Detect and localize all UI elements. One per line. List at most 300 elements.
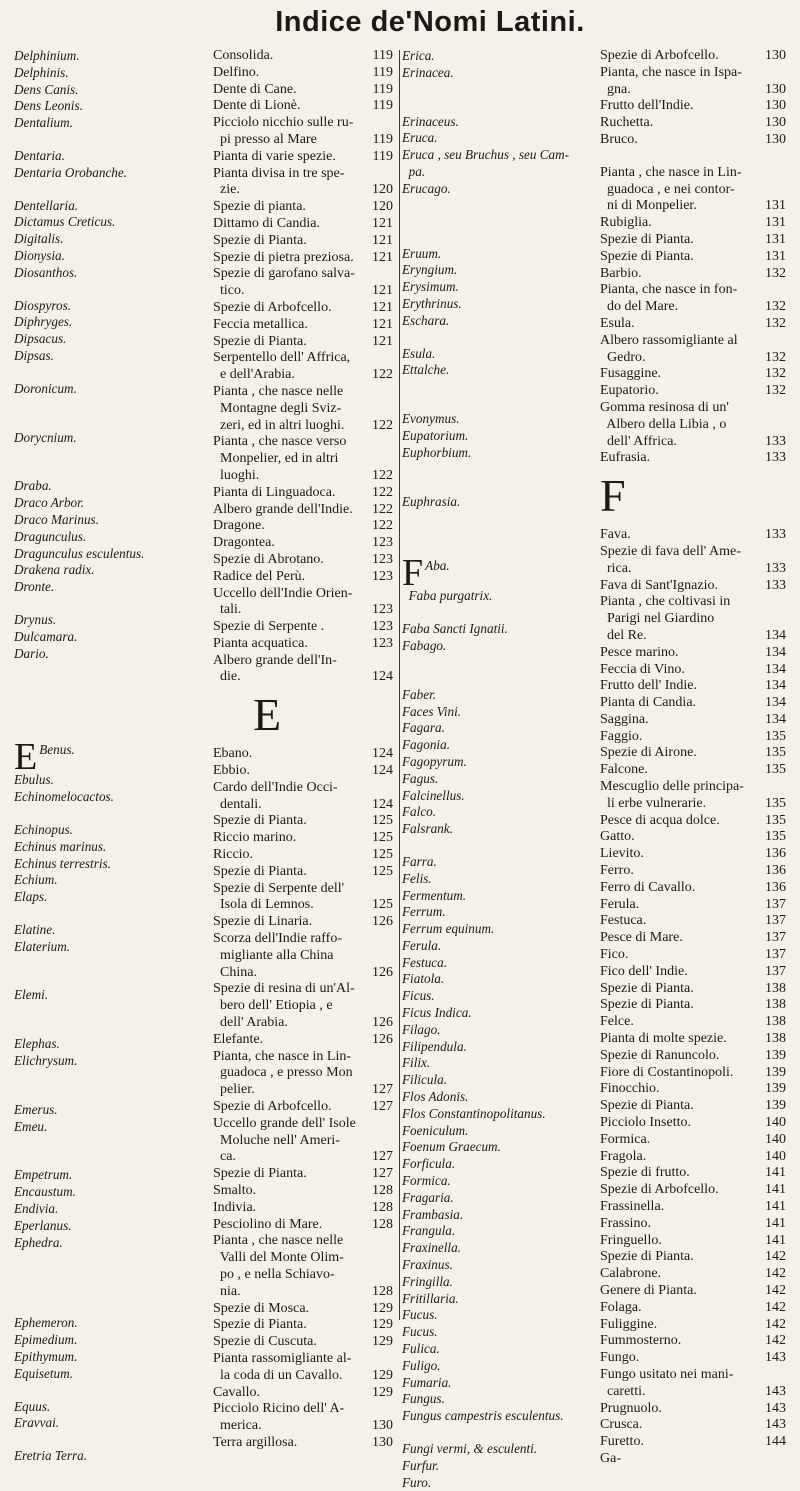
entry-text: Echinomelocactos.	[14, 789, 114, 805]
index-entry	[14, 48, 214, 65]
index-entry	[600, 1115, 788, 1132]
blank-line	[402, 379, 587, 395]
entry-text: Saggina.	[600, 711, 649, 727]
index-entry	[213, 98, 393, 115]
page-number: 125	[372, 863, 393, 879]
entry-text: Falcone.	[600, 762, 648, 778]
index-entry	[213, 1233, 393, 1250]
entry-text: Draco Marinus.	[14, 511, 99, 527]
blank-line	[14, 955, 214, 971]
index-entry	[213, 233, 393, 250]
entry-text: zeri, ed in altri luoghi.	[213, 417, 345, 433]
entry-text: Drynus.	[14, 611, 57, 627]
index-entry	[402, 164, 587, 181]
index-entry	[213, 1099, 393, 1116]
page-number: 136	[765, 846, 786, 862]
blank-line	[14, 971, 214, 987]
index-entry	[600, 1031, 788, 1048]
entry-text: Esula.	[600, 315, 635, 331]
index-entry	[600, 1233, 788, 1250]
index-entry	[213, 216, 393, 233]
page-number: 142	[765, 1299, 786, 1315]
index-entry	[14, 512, 214, 529]
entry-text: Dentellaria.	[14, 197, 79, 213]
index-entry	[600, 897, 788, 914]
entry-text: pa.	[402, 163, 426, 179]
index-entry	[213, 485, 393, 502]
entry-text: Spezie di pietra preziosa.	[213, 249, 354, 265]
index-entry	[14, 1399, 214, 1416]
entry-text: Elichrysum.	[14, 1053, 78, 1069]
entry-text: Pesce di acqua dolce.	[600, 812, 720, 828]
page-number: 126	[372, 1031, 393, 1047]
entry-text: Feccia di Vino.	[600, 661, 685, 677]
index-entry	[213, 1166, 393, 1183]
entry-text: Ficus Indica.	[402, 1005, 472, 1021]
index-entry	[213, 1217, 393, 1234]
page-number: 127	[372, 1099, 393, 1115]
index-entry	[14, 82, 214, 99]
entry-text: Picciolo Ricino dell' A-	[213, 1401, 345, 1417]
index-entry	[213, 1418, 393, 1435]
index-entry	[402, 1106, 587, 1123]
page-number: 122	[372, 518, 393, 534]
page-number: 130	[765, 98, 786, 114]
page-number: 137	[765, 913, 786, 929]
index-entry	[600, 1401, 788, 1418]
entry-text: Delfino.	[213, 64, 260, 80]
index-entry	[14, 546, 214, 563]
blank-line	[402, 526, 587, 542]
index-entry	[14, 298, 214, 315]
page-number: 119	[372, 81, 393, 97]
index-entry	[402, 246, 587, 263]
entry-text: Spezie di Pianta.	[213, 863, 307, 879]
index-entry	[402, 313, 587, 330]
entry-text: Pianta , che coltivasi in	[600, 594, 731, 610]
index-entry	[402, 1475, 587, 1491]
index-entry	[600, 165, 788, 182]
index-entry	[14, 1349, 214, 1366]
index-entry	[213, 166, 393, 183]
entry-text: Digitalis.	[14, 231, 64, 247]
entry-text: Dorycnium.	[14, 429, 77, 445]
page-number: 133	[765, 577, 786, 593]
entry-text: Isola di Lemnos.	[213, 897, 314, 913]
index-entry	[600, 333, 788, 350]
index-entry	[600, 813, 788, 830]
entry-text: Dictamus Creticus.	[14, 214, 116, 230]
entry-text: Bruco.	[600, 131, 638, 147]
page-number: 119	[372, 98, 393, 114]
page-number: 137	[765, 963, 786, 979]
index-entry	[600, 544, 788, 561]
index-entry	[600, 1065, 788, 1082]
entry-text: li erbe vulnerarie.	[600, 795, 707, 811]
index-entry	[600, 198, 788, 215]
page-number: 143	[765, 1400, 786, 1416]
index-entry	[600, 1165, 788, 1182]
entry-text: Fabago.	[402, 637, 447, 653]
page-number: 128	[372, 1199, 393, 1215]
entry-text: Radice del Perù.	[213, 568, 306, 584]
entry-text: Evonymus.	[402, 411, 460, 427]
entry-text: Pianta, che nasce in Lin-	[213, 1048, 352, 1064]
index-entry	[600, 1283, 788, 1300]
entry-text: Spezie di Arbofcello.	[600, 1182, 719, 1198]
entry-text: Erucago.	[402, 180, 451, 196]
index-entry	[213, 132, 393, 149]
index-entry	[600, 561, 788, 578]
entry-text: Fumaria.	[402, 1374, 452, 1390]
page-number: 119	[372, 48, 393, 63]
entry-text: Pianta di Linguadoca.	[213, 484, 336, 500]
index-entry	[14, 872, 214, 889]
entry-text: Spezie di Linaria.	[213, 914, 313, 930]
page-number: 124	[372, 669, 393, 685]
entry-text: Uccello grande dell' Isole	[213, 1115, 356, 1131]
index-entry	[213, 1385, 393, 1402]
index-entry	[600, 712, 788, 729]
index-entry	[402, 558, 587, 588]
index-entry	[600, 450, 788, 467]
index-entry	[213, 763, 393, 780]
page-number: 129	[372, 1367, 393, 1383]
index-entry	[402, 262, 587, 279]
entry-text: Diospyros.	[14, 297, 72, 313]
page-number: 123	[372, 535, 393, 551]
entry-text: Emerus.	[14, 1101, 58, 1117]
entry-text: Forficula.	[402, 1156, 456, 1172]
blank-line	[14, 1070, 214, 1086]
page-number: 124	[372, 746, 393, 762]
entry-text: Ficus.	[402, 988, 435, 1004]
index-entry	[402, 428, 587, 445]
blank-line	[14, 710, 214, 726]
entry-text: Elaterium.	[14, 938, 71, 954]
index-entry	[14, 1332, 214, 1349]
index-entry	[213, 998, 393, 1015]
index-entry	[402, 804, 587, 821]
index-entry	[600, 1132, 788, 1149]
index-entry	[213, 981, 393, 998]
index-entry	[600, 1014, 788, 1031]
entry-text: Ebbio.	[213, 763, 250, 779]
index-entry	[14, 65, 214, 82]
entry-text: Fagus.	[402, 770, 439, 786]
column-divider	[399, 50, 400, 1320]
index-entry	[213, 797, 393, 814]
index-entry	[213, 1267, 393, 1284]
page-number: 132	[765, 349, 786, 365]
entry-text: Albero rassomigliante al	[600, 332, 738, 348]
entry-text: Pianta , che nasce nelle	[213, 1233, 344, 1249]
entry-text: Spezie di Pianta.	[213, 232, 307, 248]
page-number: 144	[765, 1434, 786, 1450]
blank-line	[14, 1251, 214, 1267]
entry-text: Draco Arbor.	[14, 495, 85, 511]
entry-text: Fritillaria.	[402, 1290, 459, 1306]
drop-cap: F	[402, 558, 424, 589]
index-entry	[14, 231, 214, 248]
page-number: 142	[765, 1316, 786, 1332]
page-number: 138	[765, 1031, 786, 1047]
index-entry	[600, 628, 788, 645]
page-number: 138	[765, 997, 786, 1013]
index-entry	[213, 881, 393, 898]
page-number: 141	[765, 1215, 786, 1231]
entry-text: Pianta, che nasce in Ispa-	[600, 64, 742, 80]
entry-text: Gatto.	[600, 829, 635, 845]
index-entry	[600, 316, 788, 333]
blank-line	[14, 1086, 214, 1102]
page-number: 134	[765, 678, 786, 694]
entry-text: Spezie di Arbofcello.	[213, 299, 332, 315]
index-entry	[402, 1274, 587, 1291]
page-number: 132	[765, 383, 786, 399]
entry-text: Spezie di Pianta.	[600, 1249, 694, 1265]
index-entry	[600, 383, 788, 400]
entry-text: Spezie di Pianta.	[600, 1098, 694, 1114]
page-number: 131	[765, 248, 786, 264]
entry-text: Picciolo Insetto.	[600, 1115, 691, 1131]
page-number: 125	[372, 847, 393, 863]
entry-text: Aba.	[425, 558, 450, 574]
index-entry	[213, 813, 393, 830]
index-entry	[14, 1184, 214, 1201]
index-entry	[402, 1123, 587, 1140]
index-entry	[402, 1139, 587, 1156]
entry-text: tico.	[213, 283, 245, 299]
index-entry	[14, 265, 214, 282]
entry-text: Pianta divisa in tre spe-	[213, 165, 345, 181]
index-entry	[14, 98, 214, 115]
page-number: 122	[372, 484, 393, 500]
entry-text: Echinus marinus.	[14, 838, 107, 854]
index-entry	[600, 299, 788, 316]
entry-text: Spezie di Pianta.	[213, 333, 307, 349]
index-entry	[402, 1257, 587, 1274]
index-entry	[600, 115, 788, 132]
index-entry	[213, 1284, 393, 1301]
entry-text: Spezie di Pianta.	[600, 248, 694, 264]
entry-text: Fungo.	[600, 1350, 640, 1366]
entry-text: Formica.	[600, 1131, 651, 1147]
index-entry	[402, 955, 587, 972]
index-entry	[213, 182, 393, 199]
blank-line	[14, 678, 214, 694]
entry-text: Encaustum.	[14, 1184, 76, 1200]
entry-text: Pianta , che nasce nelle	[213, 383, 344, 399]
entry-text: Spezie di Serpente .	[213, 619, 325, 635]
index-entry	[600, 997, 788, 1014]
page-number: 130	[372, 1434, 393, 1450]
index-entry	[402, 938, 587, 955]
index-entry	[600, 350, 788, 367]
page-number: 142	[765, 1266, 786, 1282]
entry-text: Dens Canis.	[14, 81, 79, 97]
page-number: 131	[765, 231, 786, 247]
blank-line	[402, 82, 587, 98]
entry-text: Dentaria Orobanche.	[14, 164, 128, 180]
entry-text: Furfur.	[402, 1457, 440, 1473]
entry-text: Dente di Cane.	[213, 81, 297, 97]
index-entry	[600, 846, 788, 863]
index-entry	[402, 147, 587, 164]
entry-text: Pianta di varie spezie.	[213, 148, 336, 164]
index-entry	[600, 645, 788, 662]
page-number: 143	[765, 1383, 786, 1399]
index-entry	[600, 1149, 788, 1166]
page-number: 126	[372, 964, 393, 980]
index-entry	[402, 346, 587, 363]
index-entry	[402, 971, 587, 988]
blank-line	[14, 282, 214, 298]
index-entry	[402, 411, 587, 428]
index-entry	[402, 296, 587, 313]
entry-text: merica.	[213, 1418, 262, 1434]
page-number: 134	[765, 644, 786, 660]
index-entry	[600, 1300, 788, 1317]
index-entry	[213, 115, 393, 132]
page-number: 142	[765, 1333, 786, 1349]
entry-text: Spezie di Abrotano.	[213, 551, 324, 567]
index-entry	[600, 1048, 788, 1065]
entry-text: Esula.	[402, 345, 436, 361]
entry-text: Pesce di Mare.	[600, 930, 683, 946]
entry-text: Faba Sancti Ignatii.	[402, 621, 508, 637]
entry-text: Spezie di Airone.	[600, 745, 697, 761]
index-entry	[402, 1341, 587, 1358]
entry-text: la coda di un Cavallo.	[213, 1367, 343, 1383]
index-entry	[213, 965, 393, 982]
index-entry	[14, 529, 214, 546]
index-entry	[213, 914, 393, 931]
entry-text: Ferrum.	[402, 904, 446, 920]
entry-text: Fagara.	[402, 720, 445, 736]
entry-text: bero dell' Etiopia , e	[213, 998, 333, 1014]
index-entry	[402, 888, 587, 905]
page-number: 121	[372, 316, 393, 332]
entry-text: Frangula.	[402, 1223, 456, 1239]
index-entry	[600, 1081, 788, 1098]
section-letter: F	[600, 470, 626, 522]
entry-text: Endivia.	[14, 1201, 59, 1217]
entry-text: Festuca.	[402, 954, 448, 970]
entry-text: Crusca.	[600, 1417, 643, 1433]
page-number: 142	[765, 1249, 786, 1265]
index-entry	[600, 611, 788, 628]
blank-line	[14, 182, 214, 198]
entry-text: guadoca , e nei contor-	[600, 181, 735, 197]
index-entry	[14, 856, 214, 873]
index-entry	[600, 1216, 788, 1233]
blank-line	[402, 838, 587, 854]
entry-text: Dipsacus.	[14, 331, 67, 347]
entry-text: Spezie di Pianta.	[600, 231, 694, 247]
page-number: 141	[765, 1199, 786, 1214]
index-entry	[600, 594, 788, 611]
entry-text: po , e nella Schiavo-	[213, 1266, 335, 1282]
entry-text: Feccia metallica.	[213, 316, 308, 332]
entry-text: Moluche nell' Ameri-	[213, 1132, 340, 1148]
entry-text: Fungus campestris esculentus.	[402, 1408, 564, 1424]
entry-text: Spezie di garofano salva-	[213, 266, 355, 282]
index-entry	[14, 1119, 214, 1136]
entry-text: Dragontea.	[213, 535, 275, 551]
index-entry	[402, 988, 587, 1005]
index-entry	[600, 1417, 788, 1434]
entry-text: Echinopus.	[14, 821, 73, 837]
blank-line	[402, 462, 587, 478]
index-entry	[402, 921, 587, 938]
page-number: 137	[765, 896, 786, 912]
page-number: 124	[372, 796, 393, 812]
index-entry	[402, 1291, 587, 1308]
blank-line	[14, 806, 214, 822]
entry-text: Filago.	[402, 1021, 441, 1037]
page-number: 129	[372, 1384, 393, 1400]
index-entry	[600, 1199, 788, 1216]
entry-text: Albero della Libia , o	[600, 416, 727, 432]
entry-text: Erysimum.	[402, 279, 459, 295]
index-entry	[402, 362, 587, 379]
page-number: 139	[765, 1064, 786, 1080]
entry-text: Filipendula.	[402, 1038, 467, 1054]
entry-text: Eryngium.	[402, 262, 458, 278]
index-entry	[14, 115, 214, 132]
entry-text: Scorza dell'Indie raffo-	[213, 931, 342, 947]
entry-text: Farra.	[402, 853, 437, 869]
entry-text: Elemi.	[14, 987, 49, 1003]
index-entry	[213, 149, 393, 166]
entry-text: Benus.	[39, 742, 75, 758]
blank-line	[14, 414, 214, 430]
blank-line	[14, 1383, 214, 1399]
blank-line	[14, 1004, 214, 1020]
page-number: 139	[765, 1098, 786, 1114]
entry-text: Spezie di Pianta.	[213, 813, 307, 829]
blank-line	[14, 726, 214, 742]
italian-names-column-left	[213, 48, 393, 1452]
page-number: 135	[765, 829, 786, 845]
page-number: 130	[372, 1418, 393, 1434]
entry-text: Spezie di Pianta.	[600, 997, 694, 1013]
entry-text: Delphinis.	[14, 64, 69, 80]
blank-line	[14, 365, 214, 381]
index-entry	[402, 687, 587, 704]
index-entry	[600, 1249, 788, 1266]
index-entry	[213, 1368, 393, 1385]
entry-text: Fraxinella.	[402, 1240, 461, 1256]
page-number: 141	[765, 1165, 786, 1181]
index-entry	[14, 314, 214, 331]
entry-text: Terra argillosa.	[213, 1434, 298, 1450]
index-entry	[600, 695, 788, 712]
blank-line	[14, 1283, 214, 1299]
entry-text: Dittamo di Candia.	[213, 215, 320, 231]
index-entry	[14, 430, 214, 447]
index-entry	[213, 401, 393, 418]
page-number: 129	[372, 1300, 393, 1316]
entry-text: Festuca.	[600, 913, 647, 929]
entry-text: Erythrinus.	[402, 295, 462, 311]
entry-text: Equus.	[14, 1398, 51, 1414]
entry-text: Fico dell' Indie.	[600, 963, 688, 979]
entry-text: Riccio marino.	[213, 830, 297, 846]
entry-text: nia.	[213, 1283, 241, 1299]
index-entry	[213, 535, 393, 552]
